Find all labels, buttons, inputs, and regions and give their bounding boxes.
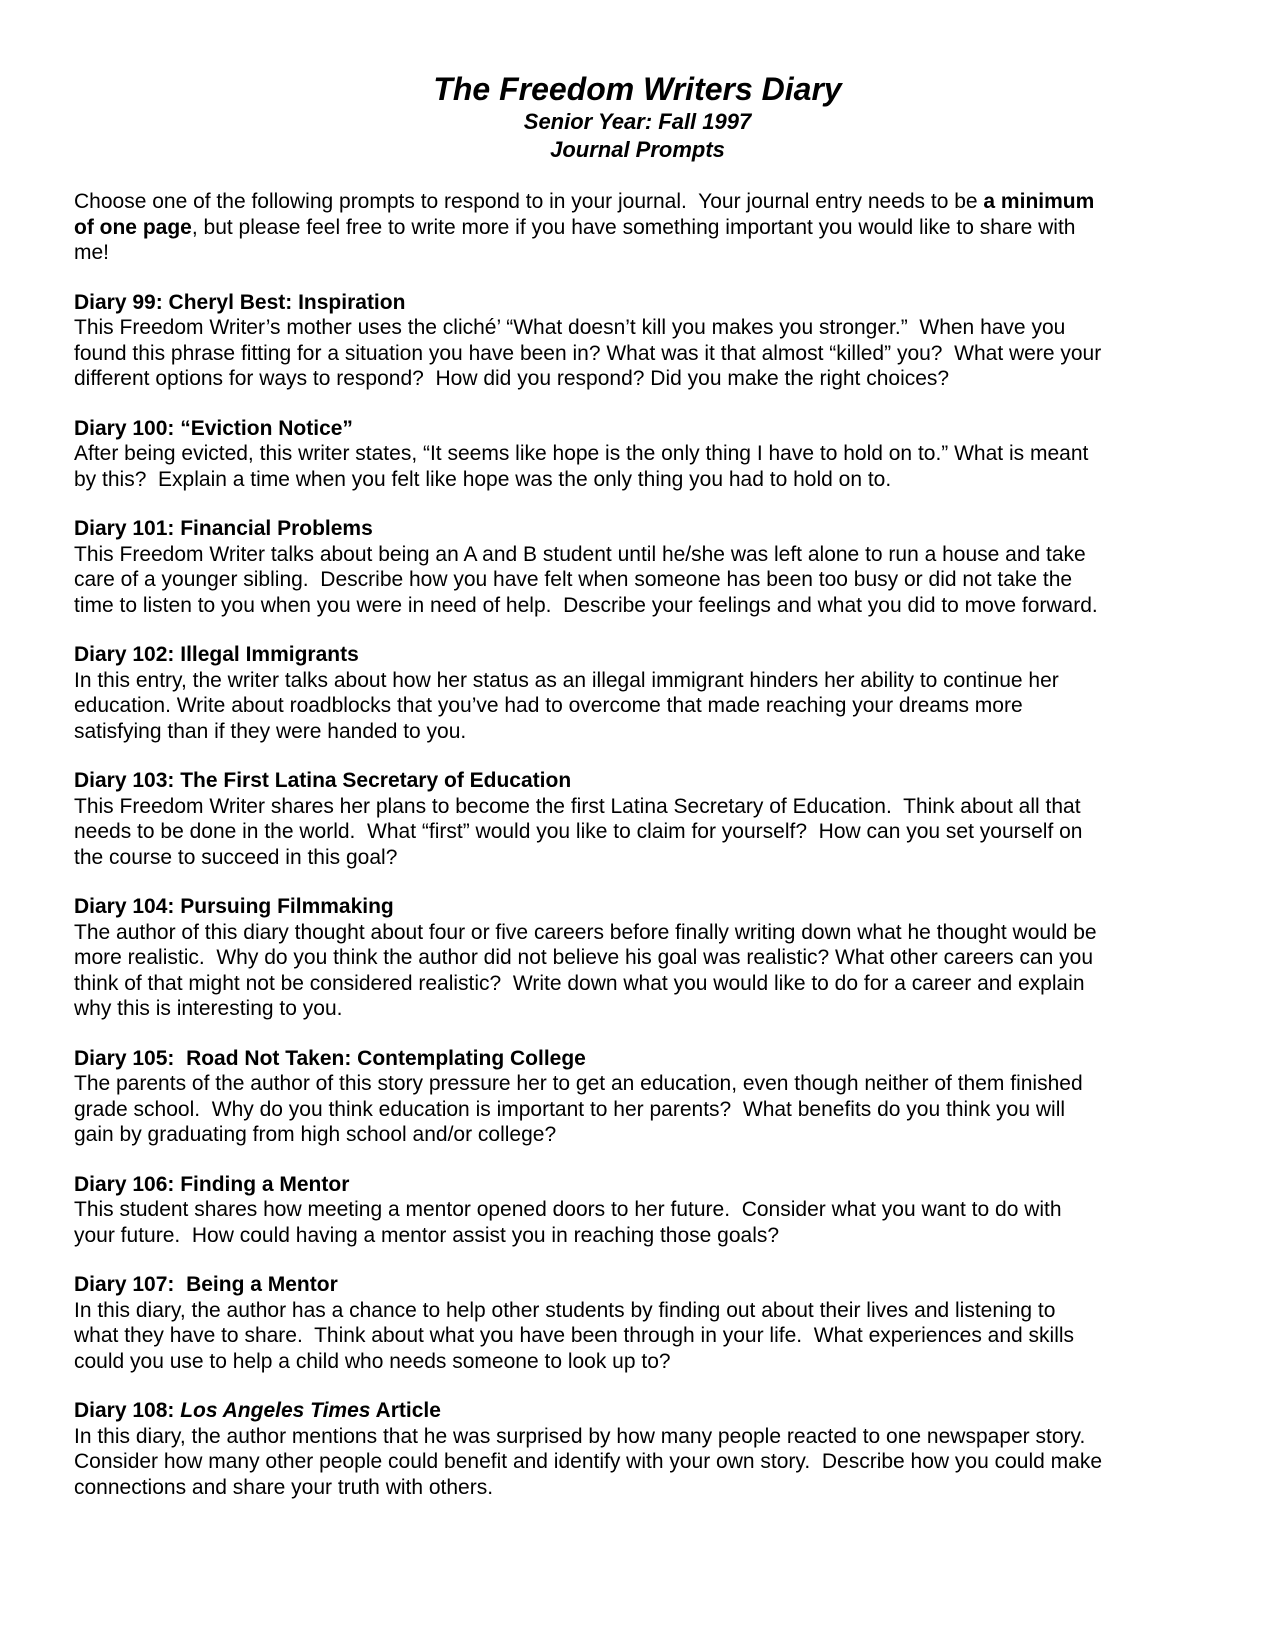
prompt-section — [74, 1272, 1204, 1374]
prompt-line: The author of this diary thought about four or five careers before finally writing down what he thought would be — [74, 920, 1097, 944]
prompt-section-108 — [74, 1398, 1204, 1500]
prompt-heading-108-suffix: Article — [370, 1399, 441, 1422]
prompt-section — [74, 1172, 1204, 1249]
prompt-line: This student shares how meeting a mentor opened doors to her future. Consider what you want to do with — [74, 1198, 1062, 1221]
prompt-line: This Freedom Writer’s mother uses the cliché’ “What doesn’t kill you makes you stronger.” When have you — [74, 316, 1066, 339]
prompt-body-108 — [74, 1424, 1204, 1501]
prompt-line: gain by graduating from high school and/or college? — [74, 1123, 557, 1146]
prompt-section — [74, 290, 1204, 392]
prompt-body — [74, 920, 1204, 1022]
prompt-heading: Diary 106: Finding a Mentor — [74, 1172, 350, 1196]
intro-line2-text: , but please feel free to write more if you have something important you would like to share with — [191, 215, 1076, 239]
prompt-line: In this diary, the author has a chance to help other students by finding out about their lives and listening to — [74, 1298, 1056, 1322]
prompt-line: could you use to help a child who needs someone to look up to? — [74, 1349, 671, 1373]
prompt-line: think of that might not be considered realistic? Write down what you would like to do for a career and explain — [74, 971, 1085, 995]
intro-line3-text: me! — [74, 241, 110, 264]
document-page — [74, 70, 1204, 1500]
prompt-heading-108-italic: Los Angeles Times — [180, 1399, 371, 1422]
prompt-line: This Freedom Writer talks about being an A and B student until he/she was left alone to run a house and take — [74, 542, 1086, 566]
intro-paragraph — [74, 189, 1204, 266]
prompt-line: After being evicted, this writer states, “It seems like hope is the only thing I have to hold on to.” What is meant — [74, 442, 1089, 465]
prompt-heading: Diary 103: The First Latina Secretary of Education — [74, 769, 572, 792]
prompt-line: grade school. Why do you think education is important to her parents? What benefits do you think you will — [74, 1097, 1066, 1121]
prompt-heading: Diary 101: Financial Problems — [74, 517, 373, 540]
prompt-line: the course to succeed in this goal? — [74, 845, 398, 869]
document-title: The Freedom Writers Diary — [433, 71, 842, 107]
prompt-heading: Diary 102: Illegal Immigrants — [74, 643, 359, 666]
prompt-body — [74, 441, 1204, 492]
prompt-line: more realistic. Why do you think the author did not believe his goal was realistic? What other careers can you — [74, 946, 1094, 969]
title-block — [0, 70, 1275, 164]
prompt-heading-108 — [74, 1398, 1204, 1424]
prompt-line: The parents of the author of this story pressure her to get an education, even though neither of them finished — [74, 1072, 1083, 1095]
prompt-heading: Diary 99: Cheryl Best: Inspiration — [74, 290, 406, 314]
prompt-line: care of a younger sibling. Describe how you have felt when someone has been too busy or did not take the — [74, 568, 1073, 591]
prompt-list — [74, 290, 1204, 1375]
prompt-body — [74, 668, 1204, 745]
prompt-body — [74, 315, 1204, 392]
prompt-body — [74, 1071, 1204, 1148]
prompt-line: by this? Explain a time when you felt like hope was the only thing you had to hold on to. — [74, 467, 892, 491]
prompt-section — [74, 516, 1204, 618]
prompt-body — [74, 794, 1204, 871]
prompt-line: Consider how many other people could benefit and identify with your own story. Describe how you could make — [74, 1450, 1102, 1473]
prompt-heading: Diary 107: Being a Mentor — [74, 1273, 338, 1296]
prompt-heading: Diary 100: “Eviction Notice” — [74, 416, 353, 440]
document-subtitle-prompts: Journal Prompts — [550, 137, 725, 162]
prompt-line: This Freedom Writer shares her plans to become the first Latina Secretary of Education. Think about all that — [74, 794, 1081, 818]
prompt-line: why this is interesting to you. — [74, 997, 343, 1020]
intro-line1-emphasis: a minimum — [983, 190, 1095, 213]
prompt-line: time to listen to you when you were in need of help. Describe your feelings and what you did to move forward. — [74, 593, 1098, 617]
prompt-section — [74, 768, 1204, 870]
prompt-section — [74, 1046, 1204, 1148]
prompt-line: different options for ways to respond? How did you respond? Did you make the right choices? — [74, 367, 950, 390]
prompt-line: In this entry, the writer talks about how her status as an illegal immigrant hinders her ability to continue her — [74, 668, 1059, 692]
prompt-line: connections and share your truth with others. — [74, 1475, 494, 1499]
prompt-heading: Diary 104: Pursuing Filmmaking — [74, 895, 394, 918]
prompt-body — [74, 542, 1204, 619]
prompt-line: your future. How could having a mentor assist you in reaching those goals? — [74, 1223, 780, 1247]
prompt-line: In this diary, the author mentions that he was surprised by how many people reacted to one newspaper story. — [74, 1424, 1086, 1448]
prompt-heading: Diary 105: Road Not Taken: Contemplating College — [74, 1046, 586, 1070]
prompt-line: education. Write about roadblocks that you’ve had to overcome that made reaching your dreams more — [74, 694, 1023, 717]
prompt-section — [74, 894, 1204, 1022]
document-subtitle-term: Senior Year: Fall 1997 — [523, 109, 752, 134]
intro-line2-emphasis: of one page — [74, 215, 192, 239]
prompt-body — [74, 1197, 1204, 1248]
prompt-heading-108-prefix: Diary 108: — [74, 1399, 181, 1422]
prompt-line: needs to be done in the world. What “first” would you like to claim for yourself? How can you set yourself on — [74, 820, 1083, 843]
prompt-body — [74, 1298, 1204, 1375]
prompt-section — [74, 642, 1204, 744]
prompt-line: satisfying than if they were handed to you. — [74, 719, 467, 743]
prompt-line: what they have to share. Think about what you have been through in your life. What experiences and skills — [74, 1324, 1075, 1347]
prompt-section — [74, 416, 1204, 493]
prompt-line: found this phrase fitting for a situation you have been in? What was it that almost “killed” you? What were your — [74, 341, 1102, 365]
intro-line1-text: Choose one of the following prompts to respond to in your journal. Your journal entry needs to be — [74, 190, 984, 213]
